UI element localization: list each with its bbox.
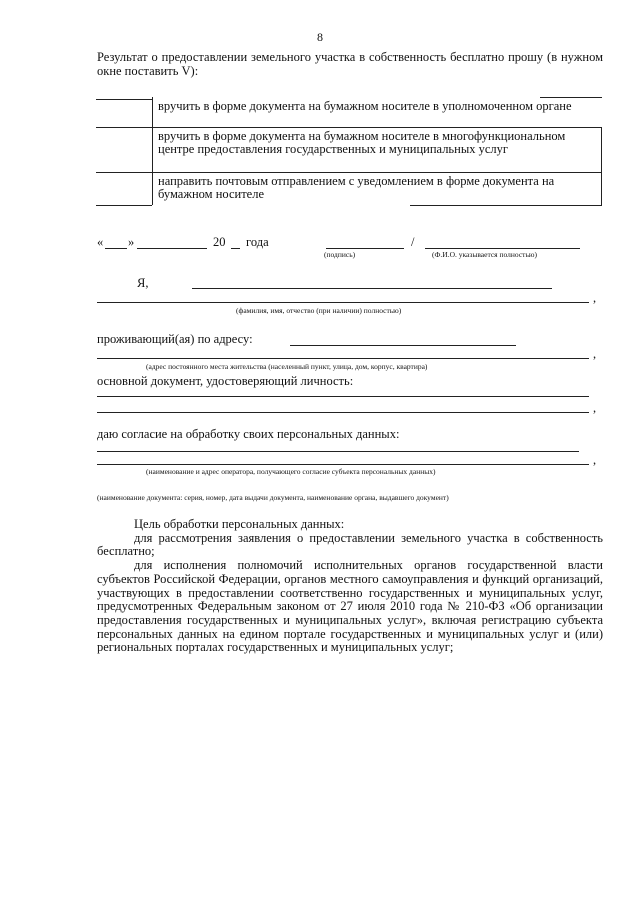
fio-field[interactable] [425, 248, 580, 249]
id-document-label: основной документ, удостоверяющий личность: [97, 374, 354, 388]
full-name-caption: (фамилия, имя, отчество (при наличии) полностью) [236, 306, 402, 315]
name-field-2[interactable] [97, 302, 589, 303]
signature-field[interactable] [326, 248, 404, 249]
purpose-heading: Цель обработки персональных данных: [134, 517, 345, 531]
address-field-1[interactable] [290, 345, 516, 346]
year-prefix: 20 [213, 235, 226, 249]
give-consent-label: даю согласие на обработку своих персональных данных: [97, 427, 400, 441]
page-number: 8 [317, 30, 323, 44]
year-suffix: года [246, 235, 269, 249]
option-checkbox-2[interactable] [96, 127, 152, 172]
residing-label: проживающий(ая) по адресу: [97, 332, 253, 346]
year-field[interactable] [231, 248, 240, 249]
option-checkbox-1[interactable] [96, 99, 152, 127]
day-field[interactable] [105, 248, 127, 249]
document-caption: (наименование документа: серия, номер, дата выдачи документа, наименование органа, выдавшего документ) [97, 493, 449, 502]
name-field-1[interactable] [192, 288, 552, 289]
operator-caption: (наименование и адрес оператора, получающего согласие субъекта персональных данных) [146, 467, 436, 476]
slash: / [411, 235, 415, 249]
option-label-2: вручить в форме документа на бумажном носителе в многофункциональном центре предоставления государственных и муниципальных услуг [158, 129, 566, 156]
id-document-field-2[interactable] [97, 412, 589, 413]
date-open-quote: « [97, 235, 104, 249]
option-label-1: вручить в форме документа на бумажном носителе в уполномоченном органе [158, 99, 572, 113]
address-caption: (адрес постоянного места жительства (населенный пункт, улица, дом, корпус, квартира) [146, 362, 428, 371]
ya-label: Я, [137, 276, 149, 290]
result-heading: Результат о предоставлении земельного участка в собственность бесплатно прошу (в нужном окне поставить V): [97, 50, 603, 78]
purpose-section [97, 518, 603, 655]
date-close-quote: » [128, 235, 135, 249]
option-checkbox-3[interactable] [96, 172, 152, 205]
operator-field-2[interactable] [97, 464, 589, 465]
document-page: 8 Результат о предоставлении земельного участка в собственность бесплатно прошу (в нужном окне поставить V): вручить в форме документа на бумажном носителе в уполномоченном органе вручить в форме документа на бумажном носителе в многофункциональном центре предоставления государственных и муниципальных услуг направить почтовым отправлением с уведомлением в форме документа на бумажном носителе « » 20 года / (подпись) (Ф.И.О. указывается полностью) Я, , (фамилия, имя, отчество (при наличии) полностью) проживающий(ая) по адресу: , (адрес постоянного места жительства (населенный пункт, улица, дом, корпус, квартира) основной документ, удостоверяющий личность: , даю согласие на обработку своих персональных данных: , (наименование и адрес оператора, получающего согласие субъекта персональных данных) (наименование документа: серия, номер, дата выдачи документа, наименование органа, выдавшего документ) Цель обработки персональных данных: для рассмотрения заявления о предоставлении земельного участка в собственность бесплатно; для исполнения полномочий исполнительных органов государственной власти субъектов Российской Федерации, органов местного самоуправления и функций организаций, участвующих в предоставлении соответственно государственных и муниципальных услуг, предусмотренных Федеральным законом от 27 июля 2010 года № 210-ФЗ «Об организации предоставления государственных и муниципальных услуг», включая регистрацию субъекта персональных данных на едином портале государственных и муниципальных услуг и (или) региональных порталах государственных и муниципальных услуг; [0, 0, 640, 905]
month-field[interactable] [137, 248, 207, 249]
operator-field-1[interactable] [97, 451, 579, 452]
signature-caption: (подпись) [324, 250, 356, 259]
fio-caption: (Ф.И.О. указывается полностью) [432, 250, 537, 259]
address-field-2[interactable] [97, 358, 589, 359]
purpose-item-1: для рассмотрения заявления о предоставлении земельного участка в собственность бесплатно; [97, 530, 603, 559]
purpose-item-2: для исполнения полномочий исполнительных органов государственной власти субъектов Российской Федерации, органов местного самоуправления и функций организаций, участвующих в предоставлении соответственно государственных и муниципальных услуг, предусмотренных Федеральным законом от 27 июля 2010 года № 210-ФЗ «Об организации предоставления государственных и муниципальных услуг», включая регистрацию субъекта персональных данных на едином портале государственных и муниципальных услуг и (или) региональных порталах государственных и муниципальных услуг; [97, 558, 603, 655]
id-document-field-1[interactable] [97, 396, 589, 397]
option-label-3: направить почтовым отправлением с уведомлением в форме документа на бумажном носителе [158, 174, 555, 201]
